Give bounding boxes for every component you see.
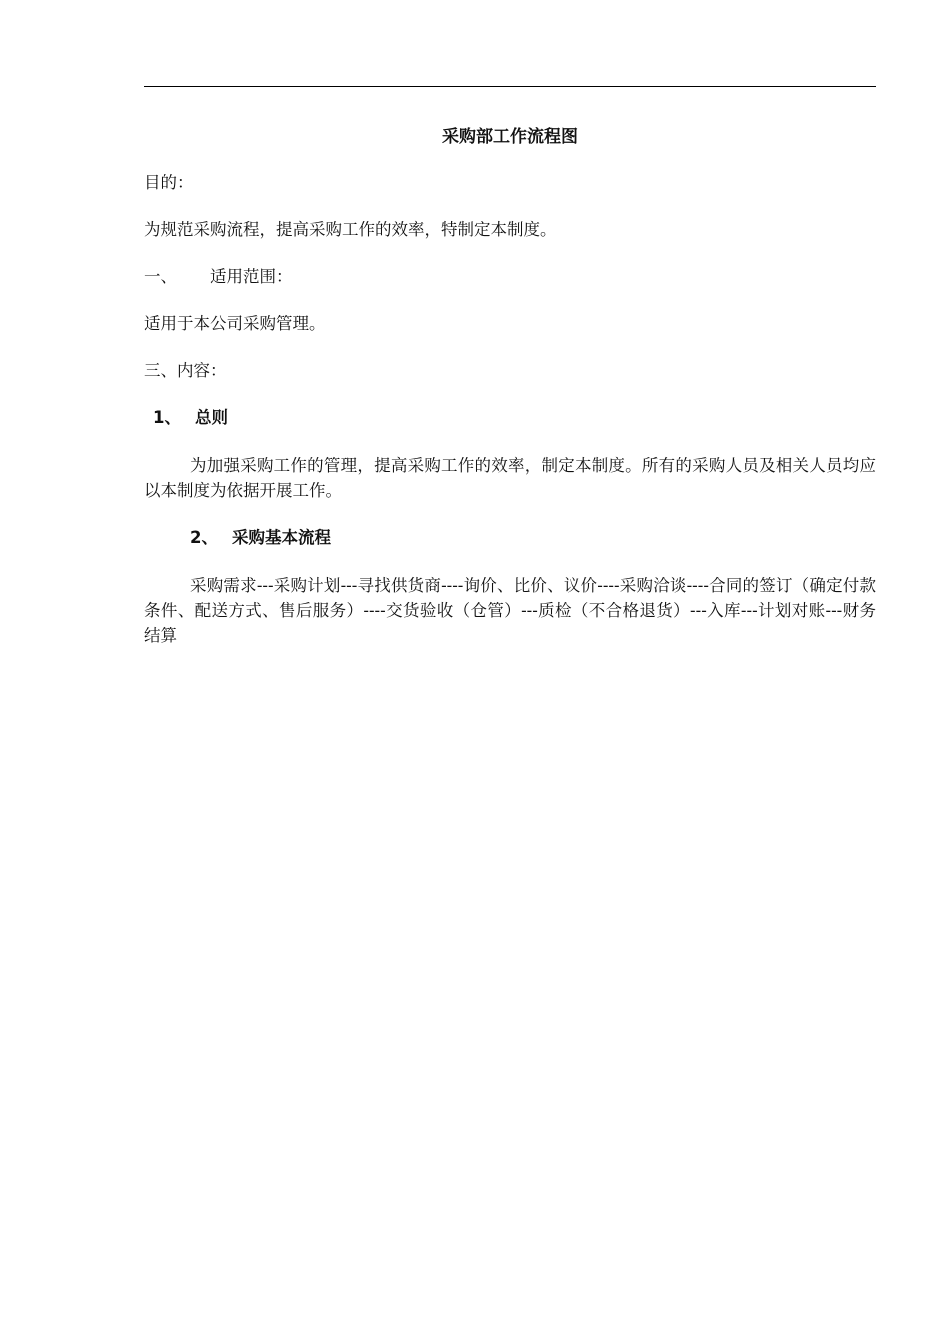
section-content-heading: 三、内容： [144, 361, 227, 380]
heading-process-label: 采购基本流程 [231, 528, 331, 547]
heading-process-number: 2、 [190, 528, 218, 547]
heading-general-number: 1、 [153, 408, 181, 427]
process-text: 采购需求---采购计划---寻找供货商----询价、比价、议价----采购洽谈----合同的签订（确定付款条件、配送方式、售后服务）----交货验收（仓管）---质检（不合格退货）---入库---计划对账---财务结算 [144, 576, 876, 645]
scope-text: 适用于本公司采购管理。 [144, 314, 326, 333]
section-scope-heading [144, 265, 876, 289]
header-rule [144, 86, 876, 87]
document-body [144, 124, 876, 671]
heading-process [144, 526, 876, 550]
section-scope-number: 一、 [144, 267, 177, 286]
heading-general-label: 总则 [194, 408, 228, 427]
heading-general [144, 406, 876, 430]
purpose-label: 目的： [144, 173, 194, 192]
document-title: 采购部工作流程图 [442, 127, 578, 147]
section-scope-label: 适用范围： [210, 267, 293, 286]
general-text: 为加强采购工作的管理，提高采购工作的效率，制定本制度。所有的采购人员及相关人员均应以本制度为依据开展工作。 [144, 456, 876, 500]
purpose-text: 为规范采购流程，提高采购工作的效率，特制定本制度。 [144, 220, 557, 239]
